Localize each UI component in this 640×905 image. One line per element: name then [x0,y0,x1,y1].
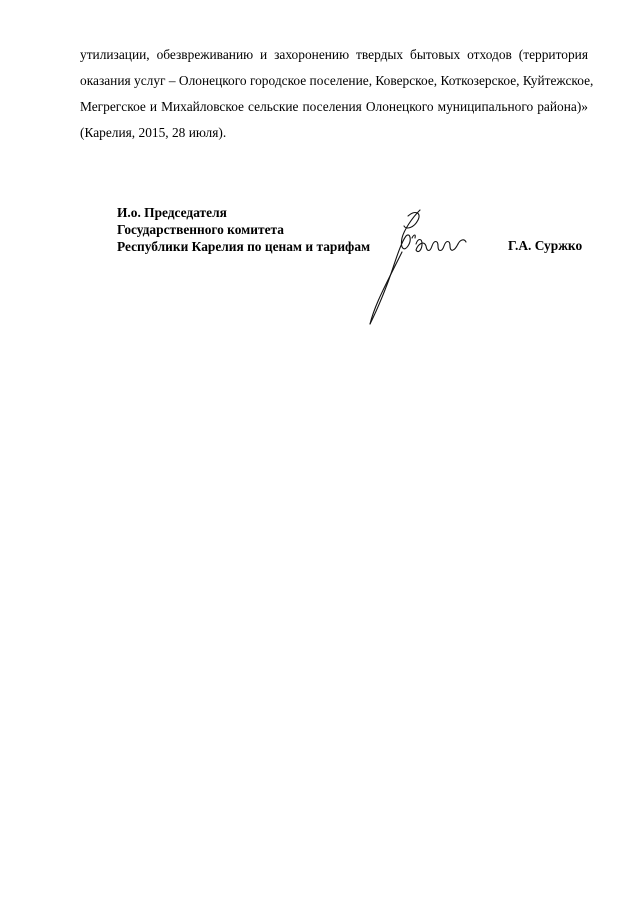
handwritten-signature [360,208,470,328]
signatory-name: Г.А. Суржко [508,238,583,253]
signatory-title-line: И.о. Председателя [117,205,227,220]
signatory-title-line: Республики Карелия по ценам и тарифам [117,239,371,254]
paragraph-continuation [80,42,594,146]
paragraph-line: Мегрегское и Михайловское сельские поселения Олонецкого муниципального района)» [80,99,588,114]
signatory-title [117,204,370,255]
paragraph-line: (Карелия, 2015, 28 июля). [80,125,227,140]
paragraph-line: утилизации, обезвреживанию и захоронению твердых бытовых отходов (территория [80,47,588,62]
paragraph-line: оказания услуг – Олонецкого городское поселение, Коверское, Коткозерское, Куйтежское, [80,73,594,88]
signatory-title-line: Государственного комитета [117,222,284,237]
